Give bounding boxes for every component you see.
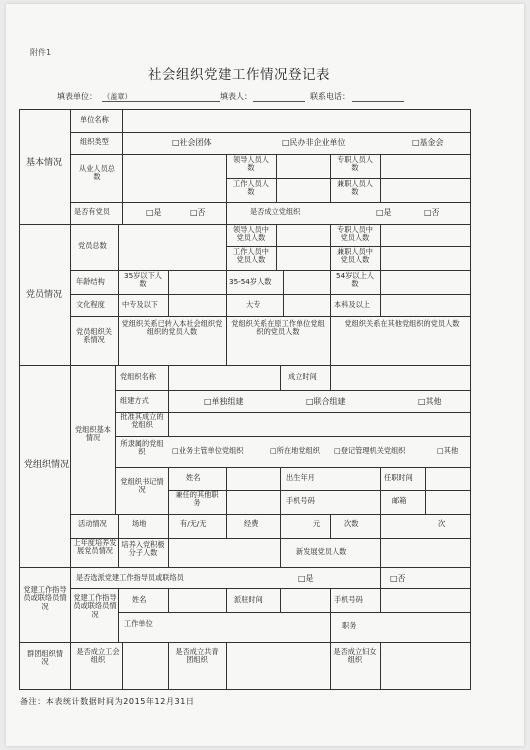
checkbox-aff-other[interactable]: □其他 xyxy=(437,446,459,455)
checkbox-aff-local[interactable]: □所在地党组织 xyxy=(270,446,320,455)
checkbox-aff-business[interactable]: □业务主管单位党组织 xyxy=(172,446,244,455)
checkbox-instructor-yes[interactable]: □是 xyxy=(298,574,314,583)
party-org-name-label: 党组织名称 xyxy=(120,372,156,381)
edu-low-label: 中专及以下 xyxy=(122,300,158,309)
activists-label: 培养入党积极分子人数 xyxy=(121,540,165,558)
new-members-label: 新发展党员人数 xyxy=(296,547,347,556)
filler-underline[interactable] xyxy=(253,101,305,102)
yuan-unit: 元 xyxy=(313,519,321,528)
checkbox-has-members-no[interactable]: □否 xyxy=(190,208,206,217)
ci-unit: 次 xyxy=(438,519,446,528)
party-org-basic-label: 党组织基本情况 xyxy=(75,425,111,443)
phone-underline[interactable] xyxy=(352,101,404,102)
stationed-time-label: 派驻时间 xyxy=(234,595,263,604)
member-total-label: 党员总数 xyxy=(78,241,107,250)
fulltime-count-label: 专职人员人数 xyxy=(337,155,373,173)
filler-label: 填表人： xyxy=(220,92,252,101)
sec-term-label: 任职时间 xyxy=(384,473,413,482)
founded-label: 成立时间 xyxy=(288,372,317,381)
section-mass-org: 群团组织情况 xyxy=(27,649,63,667)
sec-phone-label: 手机号码 xyxy=(286,496,315,505)
leader-count-label: 领导人员人数 xyxy=(233,155,269,173)
sec-email-label: 邮箱 xyxy=(392,496,407,505)
instructor-unit-label: 工作单位 xyxy=(124,619,153,628)
org-name-label: 单位名称 xyxy=(80,115,109,124)
checkbox-has-members-yes[interactable]: □是 xyxy=(146,208,162,217)
phone-label: 联系电话： xyxy=(310,92,350,101)
women-question: 是否成立妇女组织 xyxy=(333,647,377,665)
rel-original-label: 党组织关系在原工作单位党组织的党员人数 xyxy=(231,319,325,337)
venue-label: 场地 xyxy=(132,519,147,528)
sec-position-label: 兼任的其他职务 xyxy=(175,490,219,508)
age-35-54-label: 35-54岁人数 xyxy=(229,277,272,286)
leader-members-label: 领导人员中党员人数 xyxy=(233,225,269,243)
sec-name-label: 姓名 xyxy=(186,473,201,482)
edu-mid-label: 大专 xyxy=(246,300,261,309)
age-structure-label: 年龄结构 xyxy=(76,277,105,286)
fulltime-members-label: 专职人员中党员人数 xyxy=(337,225,373,243)
form-title: 社会组织党建工作情况登记表 xyxy=(148,67,330,83)
funds-label: 经费 xyxy=(244,519,259,528)
instructor-sub-label: 党建工作指导员或联络员情况 xyxy=(73,593,117,619)
union-question: 是否成立工会组织 xyxy=(76,647,120,665)
checkbox-social-group[interactable]: □社会团体 xyxy=(172,138,212,147)
approver-label: 批准其成立的党组织 xyxy=(120,412,164,430)
sec-birth-label: 出生年月 xyxy=(286,473,315,482)
formation-mode-label: 组建方式 xyxy=(120,396,149,405)
parttime-members-label: 兼职人员中党员人数 xyxy=(337,247,373,265)
instructor-name-label: 姓名 xyxy=(132,595,147,604)
section-party-org: 党组织情况 xyxy=(24,460,70,470)
age-under35-label: 35岁以下人数 xyxy=(124,271,162,289)
rel-transferred-label: 党组织关系已转入本社会组织党组织的党员人数 xyxy=(121,319,223,337)
youth-question: 是否成立共青团组织 xyxy=(175,647,219,665)
section-instructor: 党建工作指导员或联络员情况 xyxy=(23,585,67,611)
instructor-selected-label: 是否选派党建工作指导员或联络员 xyxy=(76,573,184,582)
org-type-label: 组织类型 xyxy=(80,137,109,146)
checkbox-private-nonenterprise[interactable]: □民办非企业单位 xyxy=(282,138,346,147)
section-members: 党员情况 xyxy=(26,290,63,300)
venue-option[interactable]: 有/无/无 xyxy=(180,519,207,528)
checkbox-has-org-yes[interactable]: □是 xyxy=(376,208,392,217)
footer-note: 备注：本表统计数据时间为2015年12月31日 xyxy=(20,697,195,706)
has-members-label: 是否有党员 xyxy=(74,207,110,216)
worker-count-label: 工作人员人数 xyxy=(233,179,269,197)
affiliation-label: 所隶属的党组织 xyxy=(120,439,164,457)
secretary-label: 党组织书记情况 xyxy=(120,477,164,495)
checkbox-foundation[interactable]: □基金会 xyxy=(412,138,444,147)
times-label: 次数 xyxy=(344,519,359,528)
seal-note: （盖章） xyxy=(103,92,132,101)
checkbox-aff-registration[interactable]: □登记管理机关党组织 xyxy=(334,446,406,455)
unit-underline[interactable] xyxy=(102,101,220,102)
age-over54-label: 54岁以上人数 xyxy=(336,271,374,289)
relation-label: 党员组织关系情况 xyxy=(76,327,112,345)
attachment-label: 附件1 xyxy=(30,48,52,57)
checkbox-mode-single[interactable]: □单独组建 xyxy=(204,397,244,406)
staff-total-label: 从业人员总数 xyxy=(79,164,115,182)
activities-label: 活动情况 xyxy=(78,519,107,528)
education-label: 文化程度 xyxy=(76,300,105,309)
instructor-phone-label: 手机号码 xyxy=(334,595,363,604)
checkbox-instructor-no[interactable]: □否 xyxy=(390,574,406,583)
worker-members-label: 工作人员中党员人数 xyxy=(233,247,269,265)
edu-high-label: 本科及以上 xyxy=(334,300,370,309)
checkbox-has-org-no[interactable]: □否 xyxy=(424,208,440,217)
parttime-count-label: 兼职人员人数 xyxy=(337,179,373,197)
unit-label: 填表单位： xyxy=(57,92,97,101)
cultivation-label: 上年度培养发展党员情况 xyxy=(73,538,117,556)
instructor-position-label: 职务 xyxy=(342,621,357,630)
checkbox-mode-other[interactable]: □其他 xyxy=(418,397,442,406)
rel-other-label: 党组织关系在其他党组织的党员人数 xyxy=(344,319,460,328)
section-basic: 基本情况 xyxy=(26,158,63,168)
checkbox-mode-joint[interactable]: □联合组建 xyxy=(306,397,346,406)
has-org-label: 是否成立党组织 xyxy=(250,207,301,216)
